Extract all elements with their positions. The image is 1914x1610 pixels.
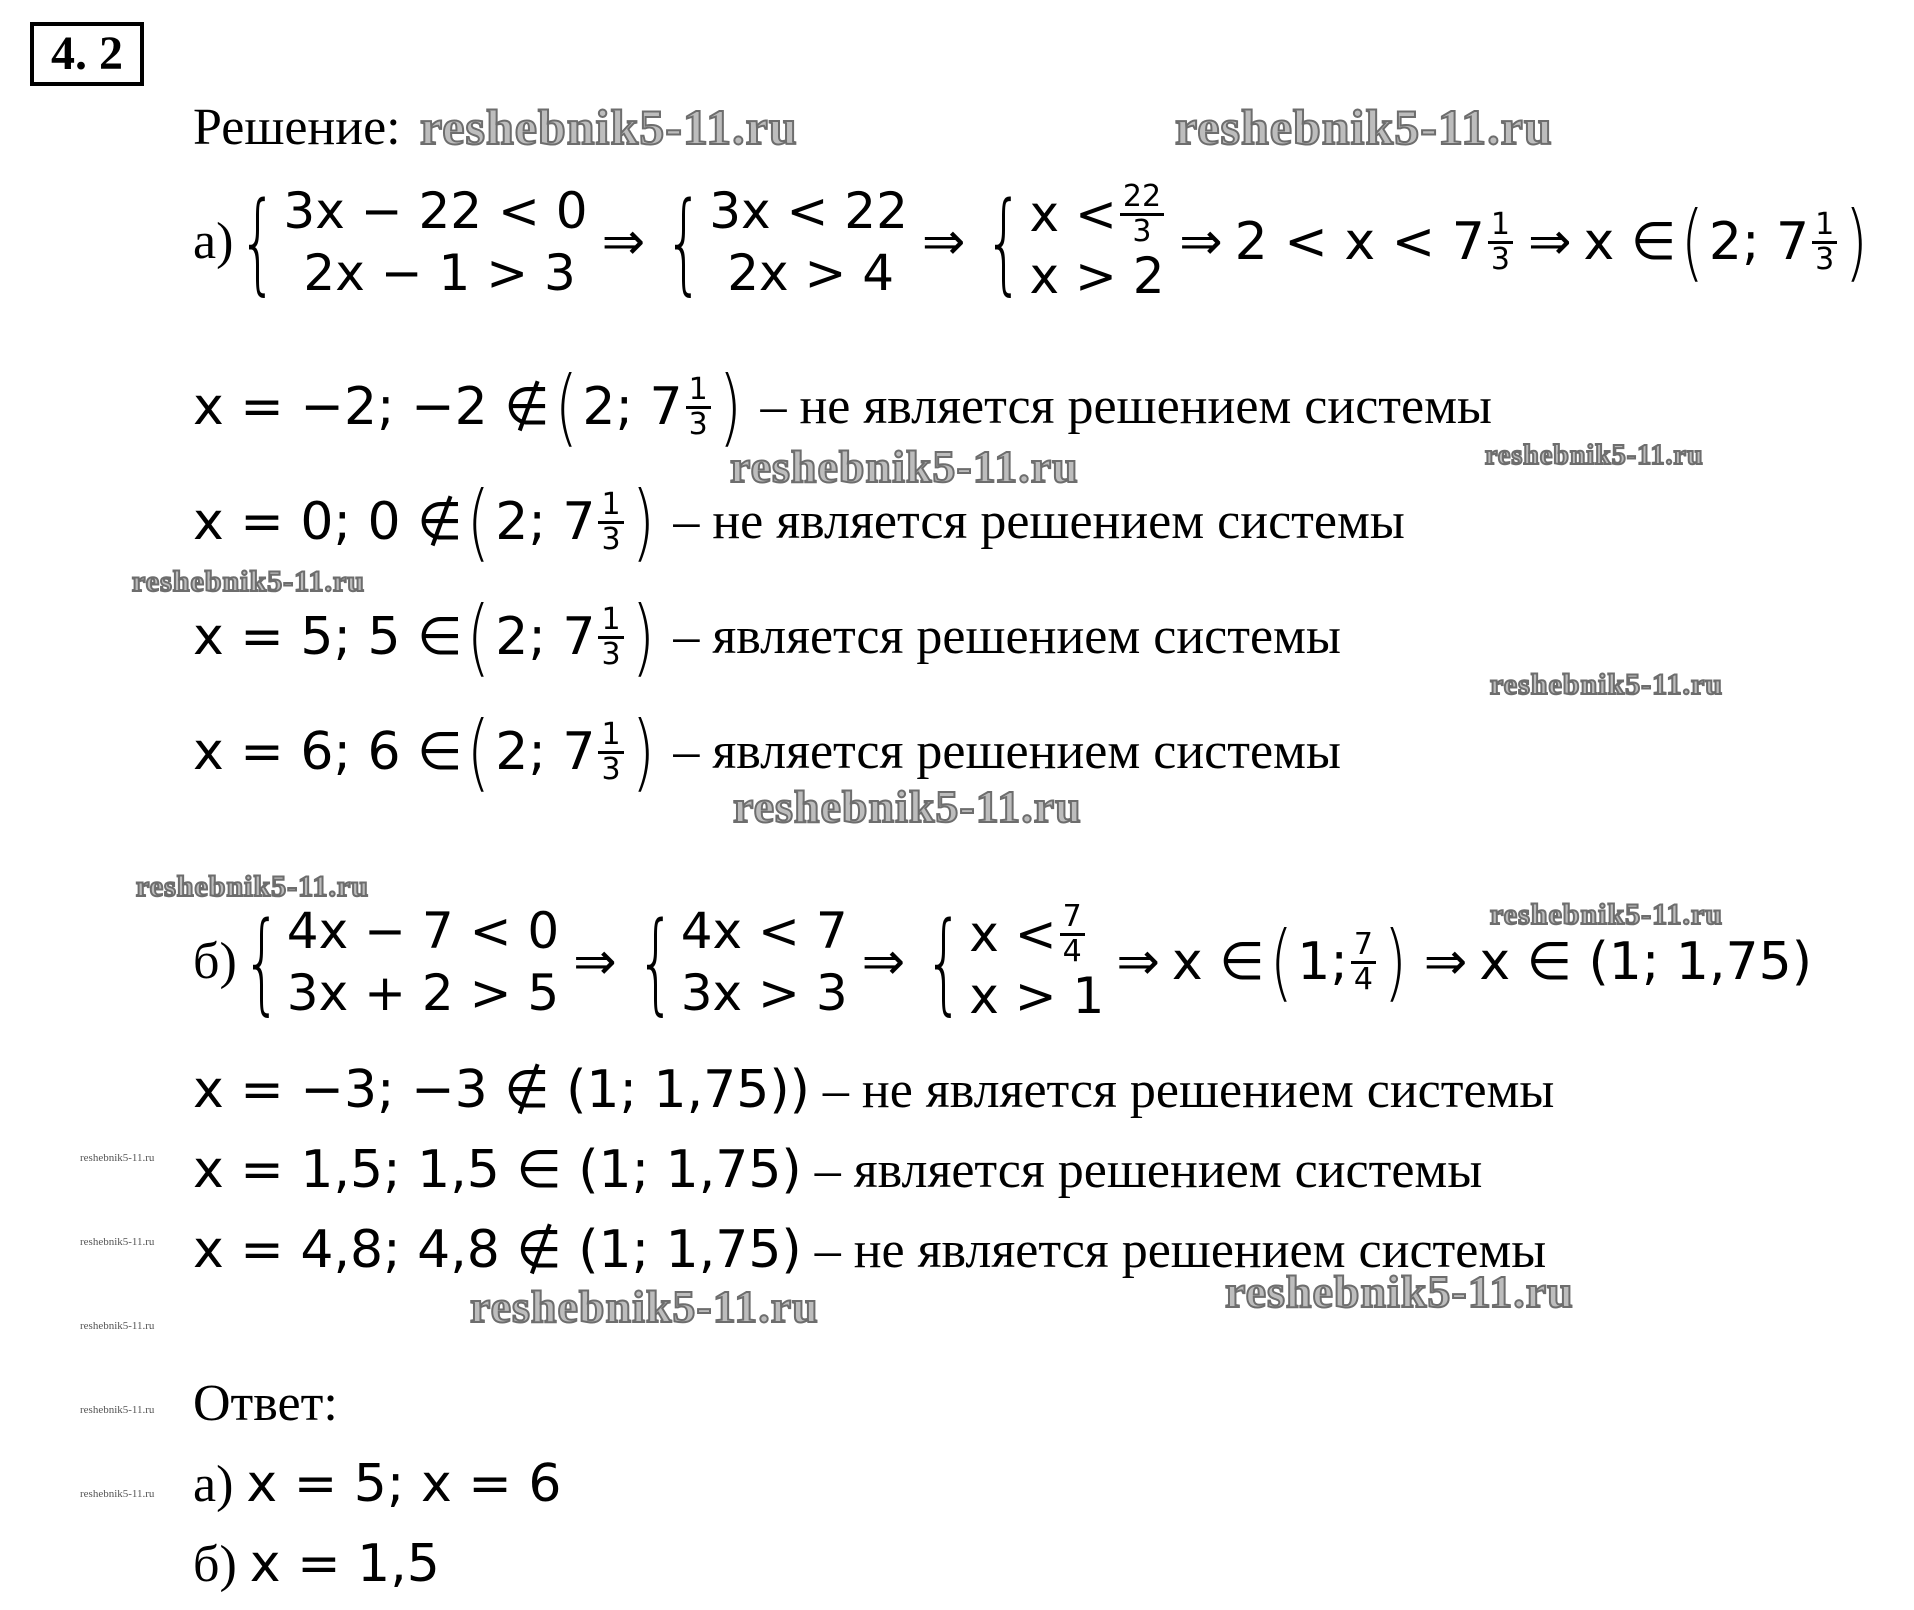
check-lhs: x = 6; 6 ∈ [193, 722, 463, 782]
part-a-systems [193, 180, 1873, 304]
brace-icon: { [239, 178, 278, 306]
system-3 [979, 178, 1167, 306]
check-result: – не является решением системы [673, 493, 1405, 550]
fraction-denominator: 3 [1490, 241, 1510, 277]
fraction-denominator: 3 [1132, 213, 1152, 249]
interval-start: 2; 7 [1708, 212, 1810, 272]
watermark: reshebnik5-11.ru [132, 565, 365, 598]
fraction-numerator: 1 [1812, 209, 1837, 244]
answer-b [193, 1534, 440, 1595]
watermark: reshebnik5-11.ru [1225, 1266, 1574, 1317]
fraction-denominator: 3 [601, 636, 621, 672]
check-row [193, 1140, 1482, 1201]
implies-icon: ⇒ [601, 212, 646, 272]
watermark: reshebnik5-11.ru [1490, 668, 1723, 701]
check-result: – является решением системы [673, 608, 1341, 665]
watermark-small: reshebnik5-11.ru [80, 1488, 155, 1500]
sys1-row-2: 2x − 1 > 3 [303, 244, 576, 302]
implies-icon: ⇒ [573, 932, 617, 992]
sys3-bottom: x > 1 [969, 966, 1105, 1025]
part-b-systems [193, 900, 1812, 1024]
check-lhs: x = −2; −2 ∉ [193, 377, 550, 437]
fraction-numerator: 22 [1120, 181, 1164, 216]
set-prefix: x ∈ [1171, 932, 1265, 992]
sys3-bottom: x > 2 [1029, 246, 1165, 305]
fraction-numerator: 1 [598, 489, 623, 524]
system-1 [237, 900, 559, 1024]
fraction-denominator: 3 [688, 406, 708, 442]
brace-icon: { [924, 898, 964, 1026]
sys1-row-1: 3x − 22 < 0 [283, 182, 588, 240]
interval-start: 2; 7 [495, 492, 596, 552]
system-2 [659, 180, 908, 304]
answer-b-value: x = 1,5 [249, 1534, 440, 1594]
interval-start: 2; 7 [582, 377, 683, 437]
fraction [1812, 206, 1837, 277]
watermark: reshebnik5-11.ru [733, 781, 1082, 832]
check-result: – является решением системы [673, 723, 1341, 780]
fraction [1488, 206, 1513, 277]
fraction-denominator: 3 [601, 521, 621, 557]
watermark: reshebnik5-11.ru [730, 441, 1079, 492]
fraction [1060, 898, 1085, 969]
paren-open: ( [1269, 913, 1293, 1011]
paren-close: ) [1845, 193, 1869, 291]
check-lhs: x = −3; −3 ∉ (1; 1,75)) [193, 1060, 810, 1120]
brace-icon: { [636, 898, 675, 1026]
interval-start: 2; 7 [495, 722, 596, 782]
brace-icon: { [242, 898, 282, 1026]
interval-start: 1; [1297, 932, 1348, 992]
sys1-row-2: 3x + 2 > 5 [286, 964, 560, 1022]
check-result: – является решением системы [814, 1142, 1483, 1199]
fraction-denominator: 3 [601, 751, 621, 787]
sys3-top-var: x < [969, 905, 1057, 963]
fraction-numerator: 1 [686, 374, 711, 409]
watermark-small: reshebnik5-11.ru [80, 1404, 155, 1416]
fraction-denominator: 3 [1815, 241, 1835, 277]
inequality-chain: 2 < x < 7 [1234, 212, 1485, 272]
fraction-denominator: 4 [1062, 933, 1082, 969]
check-lhs: x = 5; 5 ∈ [193, 607, 463, 667]
watermark-small: reshebnik5-11.ru [80, 1320, 155, 1332]
implies-icon: ⇒ [1423, 932, 1468, 992]
watermark-small: reshebnik5-11.ru [80, 1236, 155, 1248]
check-row: x = −2; −2 ∉ ( 2; 7 $\frac{1}{3}$ ) – не является решением системы [193, 358, 1492, 456]
sys3-top-var: x < [1029, 185, 1117, 243]
fraction [1351, 926, 1376, 997]
system-3 [919, 898, 1105, 1026]
check-row: x = 5; 5 ∈ ( 2; 7 $\frac{1}{3}$ ) – является решением системы [193, 588, 1341, 686]
set-prefix: x ∈ [1583, 212, 1677, 272]
sys1-row-1: 4x − 7 < 0 [286, 902, 560, 960]
check-row [193, 1060, 1554, 1121]
check-row [193, 1220, 1546, 1281]
watermark-small: reshebnik5-11.ru [80, 1152, 155, 1164]
check-result: – не является решением системы [760, 378, 1492, 435]
part-b-label: б) [193, 933, 237, 990]
check-row: x = 6; 6 ∈ ( 2; 7 $\frac{1}{3}$ ) – является решением системы [193, 703, 1341, 801]
sys2-row-1: 4x < 7 [680, 902, 848, 960]
check-lhs: x = 0; 0 ∉ [193, 492, 463, 552]
watermark: reshebnik5-11.ru [470, 1281, 819, 1332]
implies-icon: ⇒ [1179, 212, 1223, 272]
check-row: x = 0; 0 ∉ ( 2; 7 $\frac{1}{3}$ ) – не является решением системы [193, 473, 1405, 571]
system-1 [233, 180, 587, 304]
implies-icon: ⇒ [1116, 932, 1160, 992]
fraction-numerator: 1 [1488, 209, 1513, 244]
check-lhs: x = 4,8; 4,8 ∉ (1; 1,75) [193, 1220, 802, 1280]
fraction [1120, 178, 1164, 249]
system-2 [631, 900, 848, 1024]
paren-close: ) [1383, 913, 1407, 1011]
watermark: reshebnik5-11.ru [1485, 440, 1704, 471]
answer-b-label: б) [193, 1536, 237, 1593]
check-lhs: x = 1,5; 1,5 ∈ (1; 1,75) [193, 1140, 802, 1200]
check-result: – не является решением системы [814, 1222, 1547, 1279]
sys2-row-1: 3x < 22 [709, 182, 908, 240]
fraction-numerator: 7 [1060, 901, 1085, 936]
watermark: reshebnik5-11.ru [136, 870, 369, 903]
fraction-denominator: 4 [1353, 961, 1373, 997]
watermark: reshebnik5-11.ru [1490, 898, 1723, 931]
fraction-numerator: 7 [1351, 929, 1376, 964]
task-number: 4. 2 [30, 22, 144, 86]
watermark: reshebnik5-11.ru [1175, 99, 1553, 155]
fraction-numerator: 1 [598, 719, 623, 754]
sys2-row-2: 3x > 3 [680, 964, 848, 1022]
implies-icon: ⇒ [861, 932, 906, 992]
brace-icon: { [664, 178, 704, 306]
implies-icon: ⇒ [1527, 212, 1572, 272]
fraction-numerator: 1 [598, 604, 623, 639]
implies-icon: ⇒ [921, 212, 966, 272]
answer-label: Ответ: [193, 1375, 338, 1432]
answer-a-label: а) [193, 1456, 234, 1513]
sys2-row-2: 2x > 4 [727, 244, 895, 302]
answer-a-value: x = 5; x = 6 [246, 1454, 562, 1514]
paren-open: ( [1681, 193, 1704, 291]
final-interval: x ∈ (1; 1,75) [1479, 932, 1812, 992]
part-a-label: а) [193, 213, 234, 270]
brace-icon: { [985, 178, 1024, 306]
solution-label: Решение: [193, 99, 401, 156]
interval-start: 2; 7 [495, 607, 596, 667]
answer-a [193, 1454, 561, 1515]
check-result: – не является решением системы [822, 1062, 1555, 1119]
watermark: reshebnik5-11.ru [420, 99, 798, 155]
